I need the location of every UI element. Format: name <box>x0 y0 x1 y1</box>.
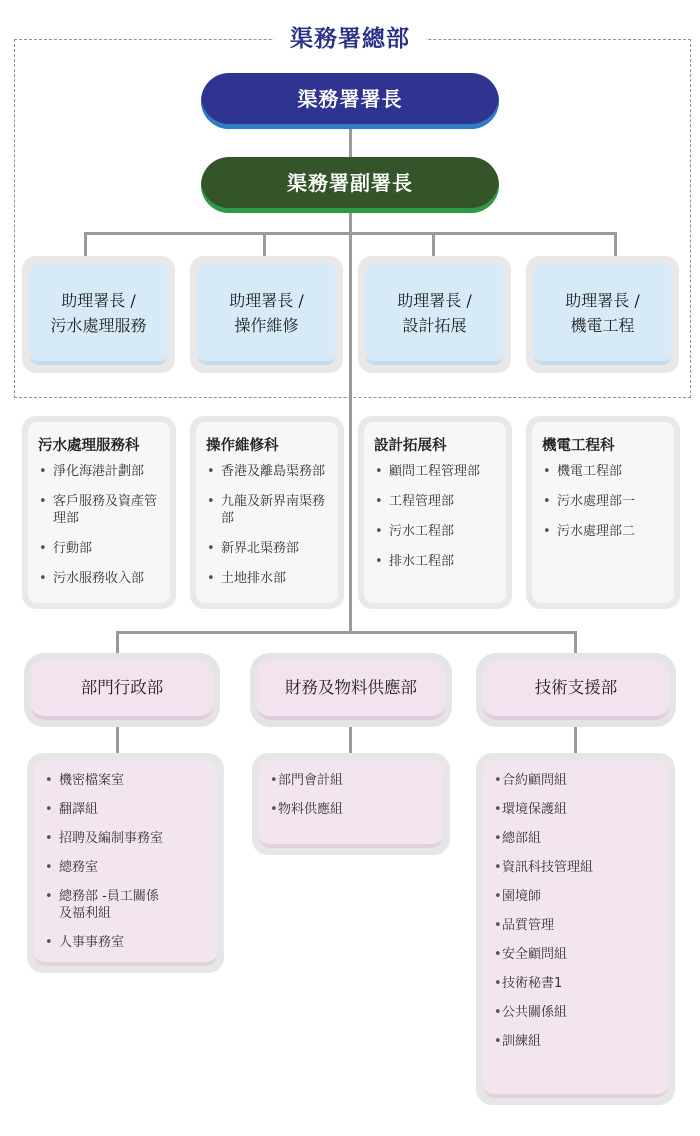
connector-ad-4 <box>614 232 617 258</box>
division-title: 機電工程科 <box>542 438 615 454</box>
department-title: 技術支援部 <box>483 660 669 720</box>
list-item: • 總部組 <box>493 830 660 847</box>
sections-technical <box>476 753 675 1105</box>
list-item: • 新界北渠務部 <box>206 540 330 557</box>
list-item: • 機電工程部 <box>542 463 666 480</box>
list-item: • 資訊科技管理組 <box>493 859 660 876</box>
list-item: • 部門會計組 <box>269 772 435 789</box>
list-item: • 總務部 -員工關係及福利組 <box>44 888 209 922</box>
division-sewage <box>22 416 176 609</box>
connector-dept-1 <box>116 631 119 655</box>
connector-ad-2 <box>263 232 266 258</box>
assistant-director-operations <box>190 256 343 373</box>
division-design <box>358 416 512 609</box>
department-title: 財務及物料供應部 <box>257 660 445 720</box>
list-item: • 人事事務室 <box>44 934 209 951</box>
list-item: • 合約顧問組 <box>493 772 660 789</box>
list-item: • 翻譯組 <box>44 801 209 818</box>
list-item: • 園境師 <box>493 888 660 905</box>
list-item: • 安全顧問組 <box>493 946 660 963</box>
list-item: • 顧問工程管理部 <box>374 463 498 480</box>
list-item: • 招聘及編制事務室 <box>44 830 209 847</box>
hq-title: 渠務署總部 <box>274 20 426 58</box>
connector-sec-3 <box>574 727 577 755</box>
list-item: • 淨化海港計劃部 <box>38 463 162 480</box>
list-item: • 品質管理 <box>493 917 660 934</box>
ad-line2: 機電工程 <box>570 315 635 335</box>
division-operations <box>190 416 344 609</box>
deputy-director-node: 渠務署副署長 <box>201 157 499 213</box>
department-admin <box>24 653 220 727</box>
ad-line1: 助理署長 / <box>61 290 136 310</box>
ad-line1: 助理署長 / <box>565 290 640 310</box>
list-item: • 訓練組 <box>493 1033 660 1050</box>
division-title: 設計拓展科 <box>374 438 447 454</box>
list-item: • 污水服務收入部 <box>38 570 162 587</box>
division-em <box>526 416 680 609</box>
assistant-director-em <box>526 256 679 373</box>
ad-line1: 助理署長 / <box>397 290 472 310</box>
assistant-director-design <box>358 256 511 373</box>
list-item: • 土地排水部 <box>206 570 330 587</box>
sections-admin <box>27 753 224 973</box>
sections-finance <box>252 753 450 855</box>
division-title: 污水處理服務科 <box>38 438 140 454</box>
list-item: • 公共關係組 <box>493 1004 660 1021</box>
connector-dept-bar <box>116 631 577 634</box>
list-item: • 工程管理部 <box>374 493 498 510</box>
ad-line2: 設計拓展 <box>402 315 467 335</box>
list-item: • 行動部 <box>38 540 162 557</box>
connector-ad-1 <box>84 232 87 258</box>
list-item: • 污水處理部二 <box>542 523 666 540</box>
division-title: 操作維修科 <box>206 438 279 454</box>
list-item: • 污水工程部 <box>374 523 498 540</box>
connector-ad-3 <box>432 232 435 258</box>
list-item: • 環境保護組 <box>493 801 660 818</box>
department-title: 部門行政部 <box>31 660 213 720</box>
list-item: • 九龍及新界南渠務部 <box>206 493 330 527</box>
ad-line2: 操作維修 <box>234 315 299 335</box>
list-item: • 客戶服務及資產管理部 <box>38 493 162 527</box>
list-item: • 污水處理部一 <box>542 493 666 510</box>
department-technical <box>476 653 676 727</box>
connector-sec-1 <box>116 727 119 755</box>
director-node: 渠務署署長 <box>201 73 499 129</box>
list-item: • 技術秘書1 <box>493 975 660 992</box>
list-item: • 總務室 <box>44 859 209 876</box>
list-item: • 物料供應組 <box>269 801 435 818</box>
connector-ad-bar <box>84 232 617 235</box>
connector-sec-2 <box>349 727 352 755</box>
assistant-director-sewage <box>22 256 175 373</box>
list-item: • 排水工程部 <box>374 553 498 570</box>
ad-line2: 污水處理服務 <box>50 315 147 335</box>
connector-dept-3 <box>574 631 577 655</box>
ad-line1: 助理署長 / <box>229 290 304 310</box>
list-item: • 機密檔案室 <box>44 772 209 789</box>
list-item: • 香港及離島渠務部 <box>206 463 330 480</box>
department-finance <box>250 653 452 727</box>
